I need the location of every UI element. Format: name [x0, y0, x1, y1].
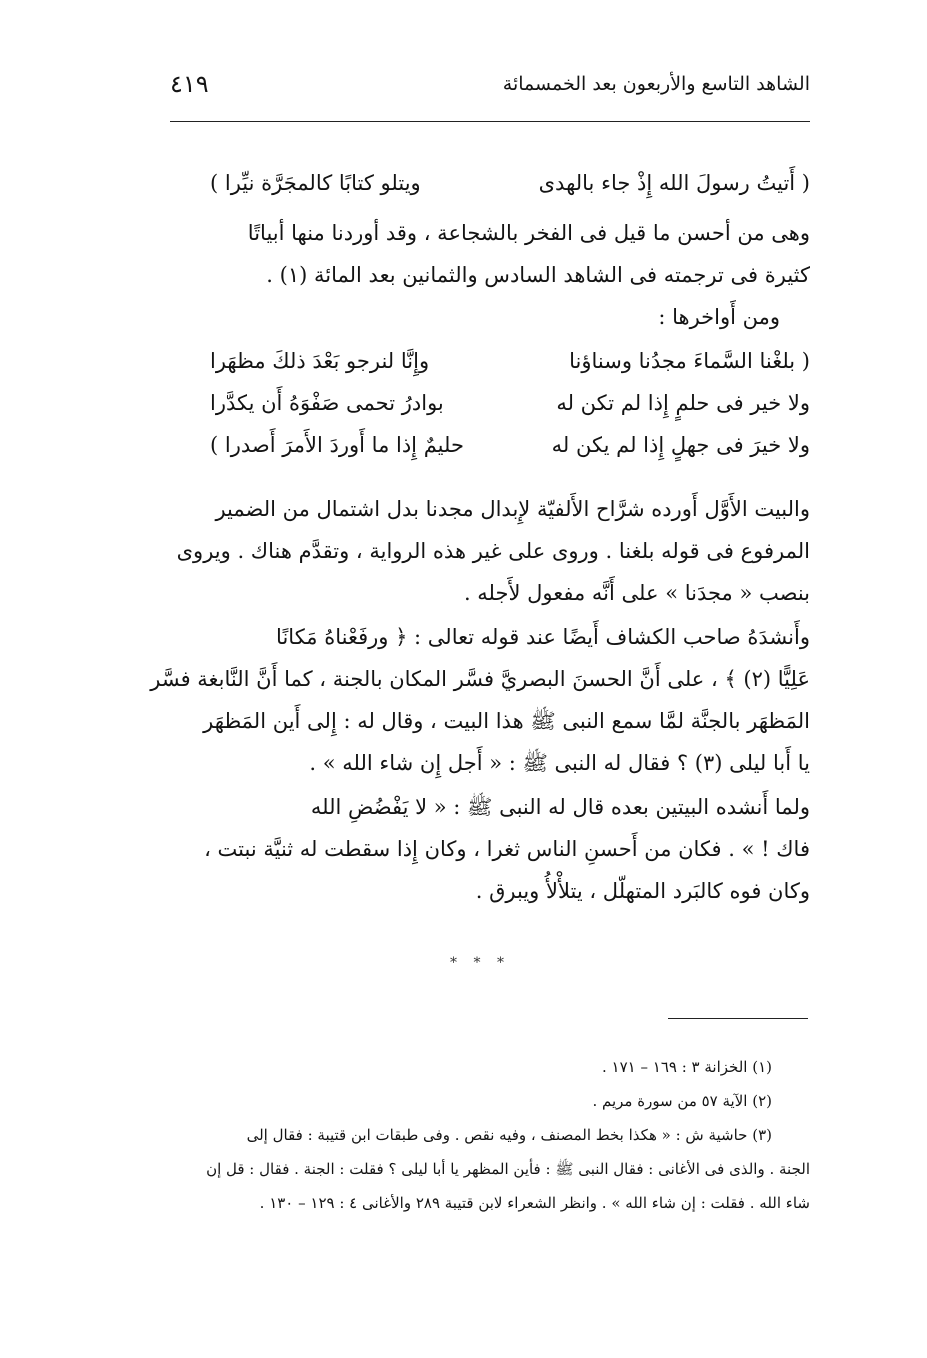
text-line: وأَنشدَهُ صاحب الكشاف أَيضًا عند قوله تعالى : ﴿ ورفَعْناهُ مَكانًا [276, 625, 810, 649]
text-line: ومن أَواخرها : [658, 305, 780, 329]
verse-line [210, 340, 810, 382]
hemistich-second: وإِنَّا لنرجو بَعْدَ ذلكَ مظهَرا [210, 349, 430, 373]
verse-line [210, 162, 810, 204]
text-line: المرفوع فى قوله بلغنا . وروى على غير هذه الرواية ، وتقدَّم هناك . ويروى [176, 539, 810, 563]
running-head [170, 64, 810, 104]
text-line: فاك ! » . فكان من أَحسنِ الناس ثغرا ، وكان إِذا سقطت له ثنيَّة نبتت ، [204, 837, 810, 861]
hemistich-first: ( بلغْنا السَّماءَ مجدُنا وسناؤنا [569, 349, 810, 373]
text-line: والبيت الأَوَّل أَورده شرَّاح الأَلفيّة لإِبدال مجدنا بدل اشتمال من الضمير [215, 497, 810, 521]
section-separator: * * * [450, 955, 510, 971]
footnote-1: (١) الخزانة ٣ : ١٦٩ – ١٧١ . [602, 1058, 772, 1076]
footnote-rule [668, 1018, 808, 1019]
footnote-3: (٣) حاشية ش : « هكذا بخط المصنف ، وفيه نقص . وفى طبقات ابن قتيبة : فقال إلى [246, 1126, 772, 1144]
paragraph-3 [150, 616, 810, 784]
text-line: وكان فوه كالبَرد المتهلّل ، يتلأْلأُ ويبرق . [475, 879, 810, 903]
text-line: وهى من أحسن ما قيل فى الفخر بالشجاعة ، وقد أوردنا منها أبياتًا [247, 221, 810, 245]
footnote-3-continued: الجنة . والذى فى الأغانى : فقال النبى ﷺ : فأين المظهر يا أبا ليلى ؟ فقلت : الجنة . فقال : قل إن [206, 1160, 810, 1178]
hemistich-first: ولا خير فى حلمٍ إِذا لم تكن له [556, 391, 810, 415]
paragraph-2 [160, 488, 810, 614]
lead-in [160, 296, 810, 338]
hemistich-first: ولا خيرَ فى جهلٍ إِذا لم يكن له [551, 433, 810, 457]
footnote-2: (٢) الآية ٥٧ من سورة مريم . [592, 1092, 772, 1110]
paragraph-4 [160, 786, 810, 912]
page-number: ٤١٩ [170, 70, 209, 98]
footnotes [160, 1050, 810, 1220]
hemistich-first: ( أَتيتُ رسولَ الله إِذْ جاء بالهدى [538, 171, 810, 195]
text-line: ولما أَنشده البيتين بعده قال له النبى ﷺ : « لا يَفْضُضِ الله [310, 795, 810, 819]
verse-line [210, 424, 810, 466]
verse-line [210, 382, 810, 424]
hemistich-second: بوادرُ تحمى صَفْوَهُ أَن يكدَّرا [210, 391, 444, 415]
running-title: الشاهد التاسع والأربعون بعد الخمسمائة [502, 73, 810, 95]
text-line: كثيرة فى ترجمته فى الشاهد السادس والثمانين بعد المائة (١) . [266, 263, 810, 287]
hemistich-second: ويتلو كتابًا كالمجَرَّة نيِّرا ) [210, 171, 421, 195]
text-line: عَلِيًّا (٢) ﴾ ، على أَنَّ الحسنَ البصريَّ فسَّر المكان بالجنة ، كما أَنَّ النَّابغة فسَّر [150, 667, 810, 691]
text-line: يا أَبا ليلى (٣) ؟ فقال له النبى ﷺ : « أَجل إِن شاء الله » . [309, 751, 810, 775]
paragraph-1 [160, 212, 810, 296]
text-line: بنصب « مجدَنا » على أَنَّه مفعول لأَجله . [463, 581, 810, 605]
footnote-3-continued: شاء الله . فقلت : إن شاء الله » . وانظر الشعراء لابن قتيبة ٢٨٩ والأغانى ٤ : ١٢٩ – ١٣٠ . [259, 1194, 810, 1212]
text-line: المَظهَر بالجنَّة لمَّا سمع النبى ﷺ هذا البيت ، وقال له : إِلى أَين المَظهَر [203, 709, 810, 733]
header-rule [170, 121, 810, 122]
hemistich-second: حليمٌ إِذا ما أَوردَ الأَمرَ أَصدرا ) [210, 433, 464, 457]
